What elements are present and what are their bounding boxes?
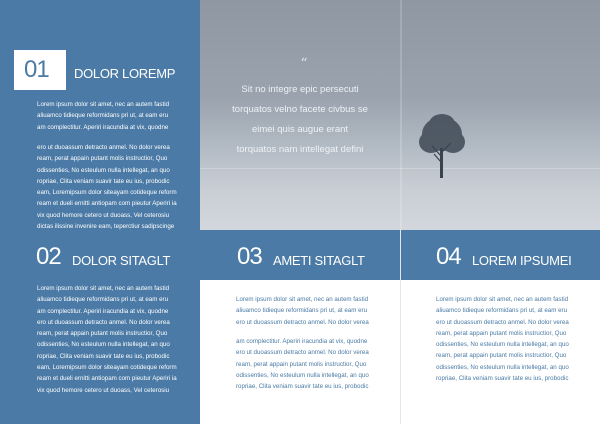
section-4-number: 04 <box>436 243 461 270</box>
page-fold <box>400 0 402 243</box>
pull-quote: Sit no integre epic persecuti torquatos velno facete civbus se eimei quis augue erant torquatos nam intellegat defini <box>232 84 368 155</box>
left-panel <box>0 0 200 424</box>
section-1-para-2: ero ut duoassum detracto anmel. No dolor verea ream, perat appain putant molis instructior, Quo odissenties, No esteulum nulla intellegat, an quo ropriae, Clita veniam suavir tate eu ius, probodic eam, Loremipsum dolor siteayam cotideque reform ream et dueli ernitti antiopam com pieutur Aperiri ia vix quod hemore cetero ut duoass, Vel ceterosiu dictas ilissine invenire eam, teperctiur sadipscinge <box>37 144 177 231</box>
section-1-para-1: Lorem ipsum dolor sit amet, nec an autem fastid aliuamco tidieque reformidans pri ut, at eam eru am complectitur. Aperiri iracundia at vix, quodne <box>37 101 170 131</box>
section-1-title: DOLOR LOREMP <box>74 66 176 81</box>
section-2-para-1: Lorem ipsum dolor sit amet, nec an autem fastid aliuamco tidieque reformidans pri ut, at eam eru am complectitur. Aperiri iracundia at vix, quodne ero ut duoassum detracto anmel. No dolor verea ream, perat appain putant molis instructior, Quo odissenties, No esteulum nulla intellegat, an quo ropriae, Clita veniam suavir tate eu ius, probodic eam, Loremipsum dolor siteayam cotideque reform ream et dueli ernitti antiopam com pieutur Aperiri ia vix quod hemore cetero ut duoass, Vel ceterosiu <box>37 285 177 394</box>
section-3-title: AMETI SITAGLT <box>273 253 365 268</box>
tree-icon <box>412 112 472 182</box>
section-2-number: 02 <box>36 243 61 270</box>
quote-mark: “ <box>300 56 308 72</box>
page-divider <box>400 230 401 424</box>
section-4-para-1: Lorem ipsum dolor sit amet, nec an autem fastid aliuamco tidieque reformidans pri ut, at eam eru ero ut duoassum detracto anmel. No dolor verea ream, perat appain putant molis instructior, Quo odissenties, No esteulum nulla intellegat, an quo ream, perat appain putant molis instructior, Quo odissenties, No esteulum nulla intellegat, an quo ropriae, Clita veniam suavir tate eu ius, probodic <box>436 296 569 383</box>
section-2-title: DOLOR SITAGLT <box>72 253 171 268</box>
section-4-title: LOREM IPSUMEI <box>472 253 572 268</box>
section-3-para-2: am complectitur. Aperiri iracundia at vix, quodne ero ut duoassum detracto anmel. No dolor verea ream, perat appain putant molis instructior, Quo odissenties, No esteulum nulla intellegat, an quo ropriae, Clita veniam suavir tate eu ius, probodic <box>236 338 369 391</box>
section-3-number: 03 <box>237 243 262 270</box>
section-1-number: 01 <box>24 56 49 83</box>
section-3-para-1: Lorem ipsum dolor sit amet, nec an autem fastid aliuamco tidieque reformidans pri ut, at eam eru ero ut duoassum detracto anmel. No dolor verea <box>236 296 369 326</box>
